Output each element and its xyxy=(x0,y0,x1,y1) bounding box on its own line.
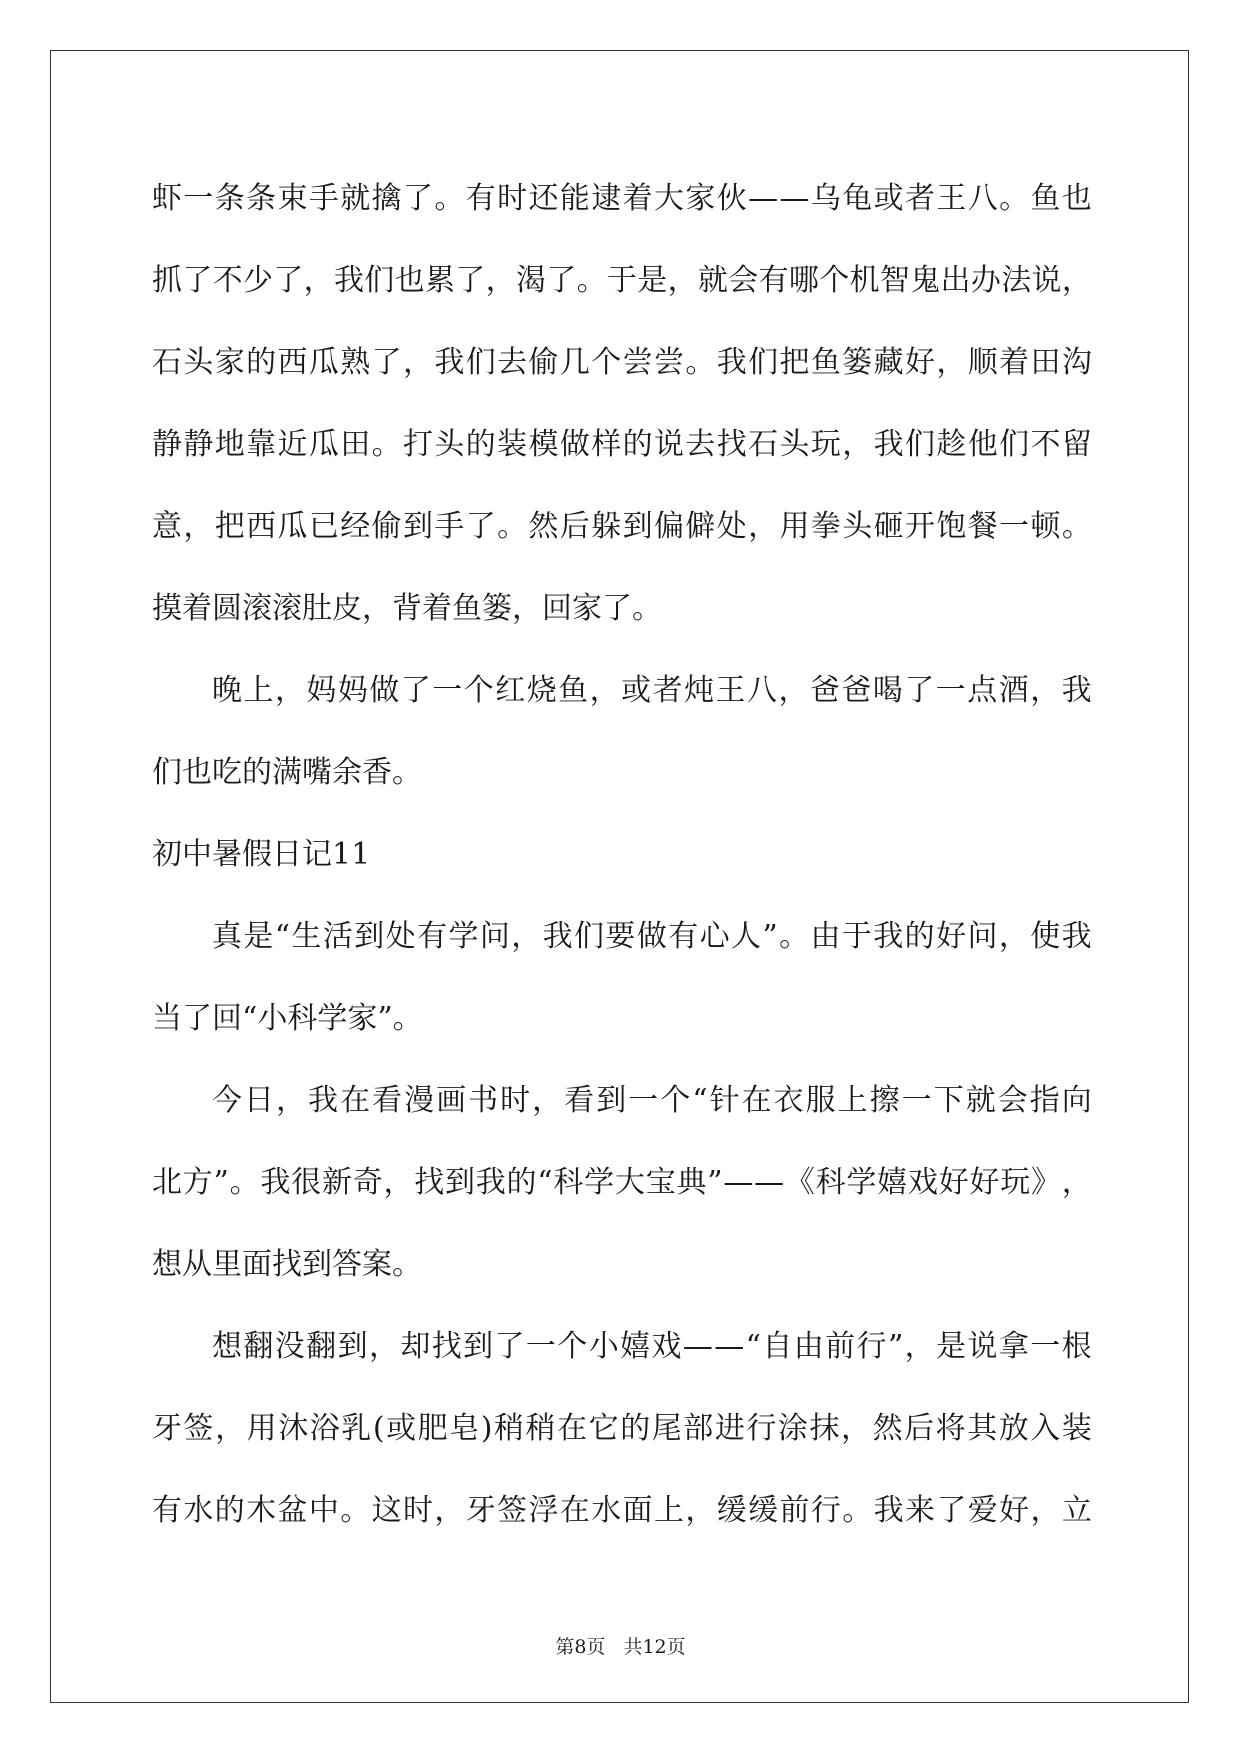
section-heading: 初中暑假日记11 xyxy=(152,837,371,872)
text-line: 意 ， 把 西 瓜 已 经 偷 到 手 了 。 然 后 躲 到 偏 僻 处 ， 用 拳 头 砸 开 饱 餐 一 顿 。 xyxy=(152,509,1092,544)
text-line: 静 静 地 靠 近 瓜 田 。 打 头 的 装 模 做 样 的 说 去 找 石 头 玩 ， 我 们 趁 他 们 不 留 xyxy=(152,427,1092,462)
text-line: 晚 上 ， 妈 妈 做 了 一 个 红 烧 鱼 ， 或 者 炖 王 八 ， 爸 爸 喝 了 一 点 酒 ， 我 xyxy=(212,673,1092,708)
text-line: 想 翻 没 翻 到 ， 却 找 到 了 一 个 小 嬉 戏 — — “ 自 由 前 行 ” ， 是 说 拿 一 根 xyxy=(212,1329,1092,1364)
page-total: 共12页 xyxy=(623,1636,686,1658)
text-line: 石 头 家 的 西 瓜 熟 了 ， 我 们 去 偷 几 个 尝 尝 。 我 们 把 鱼 篓 藏 好 ， 顺 着 田 沟 xyxy=(152,345,1092,380)
text-line: 摸着圆滚滚肚皮，背着鱼篓，回家了。 xyxy=(152,591,662,626)
text-line: 有 水 的 木 盆 中 。 这 时 ， 牙 签 浮 在 水 面 上 ， 缓 缓 前 行 。 我 来 了 爱 好 ， 立 xyxy=(152,1493,1092,1528)
text-line: 想从里面找到答案。 xyxy=(152,1247,422,1282)
text-line: 当了回“小科学家”。 xyxy=(152,1001,423,1036)
page-number: 第8页 xyxy=(555,1636,606,1658)
text-line: 今 日 ， 我 在 看 漫 画 书 时 ， 看 到 一 个 “ 针 在 衣 服 上 擦 一 下 就 会 指 向 xyxy=(212,1083,1092,1118)
text-line: 真 是 “ 生 活 到 处 有 学 问 ， 我 们 要 做 有 心 人 ” 。 由 于 我 的 好 问 ， 使 我 xyxy=(212,919,1092,954)
text-line: 牙 签 ， 用 沐 浴 乳 ( 或 肥 皂 ) 稍 稍 在 它 的 尾 部 进 行 涂 抹 ， 然 后 将 其 放 入 装 xyxy=(152,1411,1092,1446)
page-footer xyxy=(0,1632,1241,1659)
text-line: 虾 一 条 条 束 手 就 擒 了 。 有 时 还 能 逮 着 大 家 伙 — — 乌 龟 或 者 王 八 。 鱼 也 xyxy=(152,181,1092,216)
text-line: 抓 了 不 少 了 ， 我 们 也 累 了 ， 渴 了 。 于 是 ， 就 会 有 哪 个 机 智 鬼 出 办 法 说 ， xyxy=(152,263,1092,298)
text-line: 们也吃的满嘴余香。 xyxy=(152,755,422,790)
document-body xyxy=(152,158,1092,1552)
text-line: 北 方 ” 。 我 很 新 奇 ， 找 到 我 的 “ 科 学 大 宝 典 ” — — 《 科 学 嬉 戏 好 好 玩 》 ， xyxy=(152,1165,1092,1200)
